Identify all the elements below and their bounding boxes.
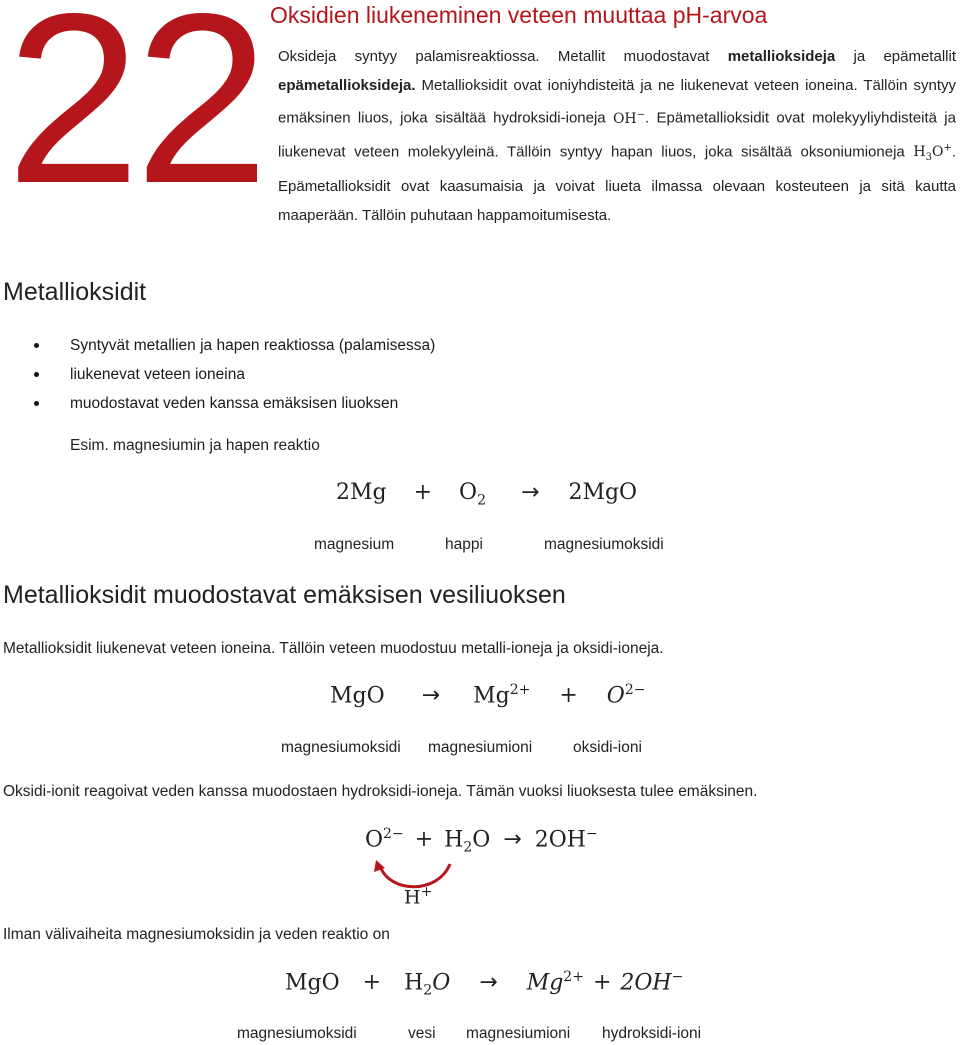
oxonium-formula [913,142,952,164]
eq4-label: vesi [408,1025,436,1042]
formula-part: H [913,144,926,161]
formula-charge: + [943,142,952,154]
formula-part: O [931,144,944,161]
list-item [34,389,435,418]
eq-charge: 2+ [509,682,531,698]
eq4-label: hydroksidi-ioni [602,1025,702,1042]
eq2-label: magnesiumioni [428,739,533,756]
example-label: Esim. magnesiumin ja hapen reaktio [70,437,320,454]
eq-term: MgO [330,683,385,709]
eq-plus: + [414,827,434,853]
equation-2 [330,682,645,708]
eq-term: O [459,480,478,505]
eq-charge: 2− [383,826,404,842]
eq-subscript: 2 [463,839,473,856]
hydroxide-formula [613,111,645,127]
eq-plus: + [362,970,382,996]
list-item [34,331,435,360]
eq-term: O [472,827,491,853]
eq-term: Mg [526,970,564,996]
section-heading-emaksinen: Metallioksidit muodostavat emäksisen vesiliuoksen [3,581,566,609]
eq-charge: − [671,969,684,985]
eq-term: H [404,970,424,996]
list-item [34,360,435,389]
eq2-label: magnesiumoksidi [281,739,401,756]
list-item-text: muodostavat veden kanssa emäksisen liuoksen [70,395,399,412]
eq-subscript: 2 [423,982,433,999]
eq-term: 2MgO [568,480,638,505]
eq-plus: + [413,480,433,505]
intro-text: Metallioksidit ovat ioniyhdisteitä ja ne liukenevat veteen ioneina. Tällöin syntyy emäksinen liuos, joka sisältää hydroksidi-ioneja [278,77,956,127]
list-item-text: liukenevat veteen ioneina [70,366,245,383]
intro-bold-term: metallioksideja [727,48,836,65]
bullet-list [34,331,435,418]
eq-term: O [365,827,384,853]
bullet-dot-icon [34,401,39,406]
chapter-number: 22 [6,0,264,234]
intro-bold-term: epämetallioksideja. [278,77,416,94]
equation-3 [365,826,598,856]
eq-charge: 2− [624,682,646,698]
eq-plus: + [559,683,578,709]
list-item-text: Syntyvät metallien ja hapen reaktiossa (palamisessa) [70,337,436,354]
paragraph: Metallioksidit liukenevat veteen ioneina. Tällöin veteen muodostuu metalli-ioneja ja oksidi-ioneja. [3,640,664,657]
formula-charge: − [636,109,646,120]
eq1-label: magnesiumoksidi [544,536,664,553]
eq-term: Mg [473,683,510,709]
intro-text: . Epämetallioksidit ovat molekyyliyhdisteitä ja liukenevat veteen molekyyleinä. Tällöin syntyy hapan liuos, joka sisältää oksoniumioneja [278,109,956,161]
formula-part: OH [612,110,637,127]
eq-charge: − [585,826,598,842]
intro-text: . Epämetallioksidit ovat kaasumaisia ja voivat liueta ilmassa olevaan kosteuteen ja sitä kautta maaperään. Tällöin puhutaan happamoitumisesta. [278,143,956,225]
eq2-label: oksidi-ioni [573,739,642,756]
eq1-label: magnesium [314,536,395,553]
formula-subscript: 3 [925,152,932,164]
section-heading-metallioksidit: Metallioksidit [3,278,147,306]
eq-term: 2OH [620,970,672,996]
eq-term: O [432,970,451,996]
eq-charge: + [420,884,433,900]
equation-1 [336,480,637,508]
intro-text: Oksideja syntyy palamisreaktiossa. Metallit muodostavat [278,48,728,65]
eq-term: H [404,886,421,909]
bullet-dot-icon [34,372,39,377]
reaction-arrow-icon: → [479,970,498,996]
reaction-arrow-icon: → [421,683,441,709]
proton-label [404,884,432,908]
eq-term: 2OH [534,827,586,853]
eq1-label: happi [445,536,483,553]
paragraph: Oksidi-ionit reagoivat veden kanssa muodostaen hydroksidi-ioneja. Tämän vuoksi liuoksesta tulee emäksinen. [3,783,758,800]
eq4-label: magnesiumoksidi [237,1025,357,1042]
intro-paragraph [278,42,956,230]
eq-charge: 2+ [563,969,584,985]
eq-term: 2Mg [336,480,387,505]
eq4-label: magnesiumioni [466,1025,571,1042]
reaction-arrow-icon: → [521,480,540,505]
eq-term: O [606,683,625,709]
eq-term: MgO [285,970,340,996]
equation-4 [285,969,683,999]
eq-term: H [444,827,464,853]
intro-text: ja epämetallit [835,48,956,65]
eq-subscript: 2 [477,492,487,509]
bullet-dot-icon [34,343,39,348]
reaction-arrow-icon: → [503,827,522,853]
chapter-title: Oksidien liukeneminen veteen muuttaa pH-arvoa [270,2,768,28]
paragraph: Ilman välivaiheita magnesiumoksidin ja veden reaktio on [3,926,390,943]
eq-plus: + [592,970,612,996]
